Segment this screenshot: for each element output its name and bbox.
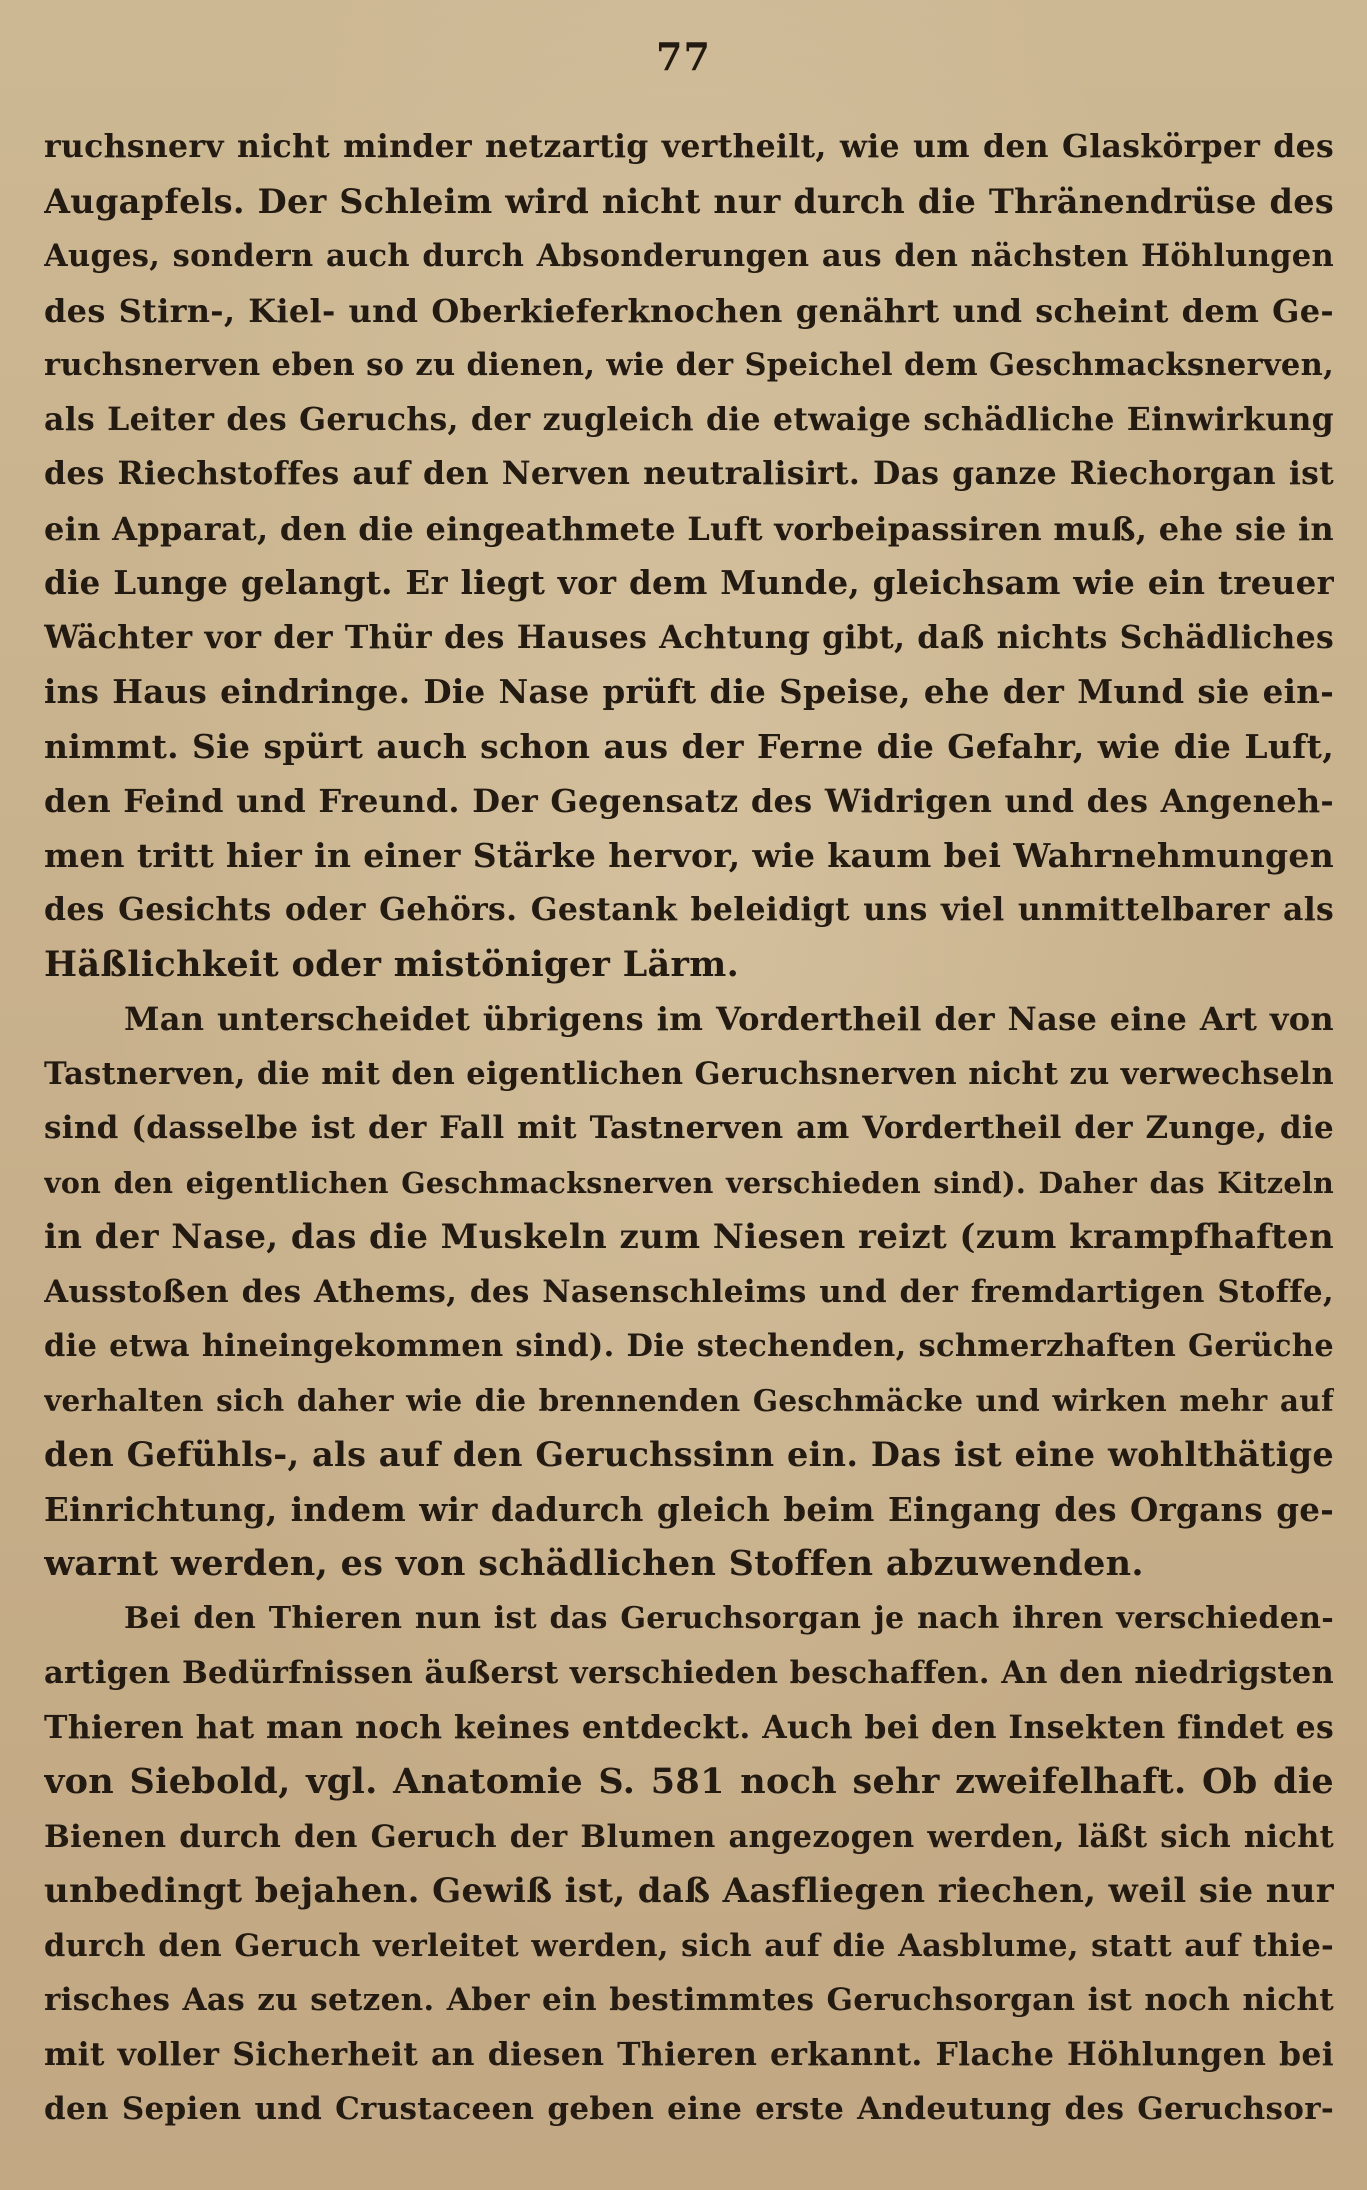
body-text [44, 120, 1334, 2137]
text-line: mit voller Sicherheit an diesen Thieren erkannt. Flache Höhlungen bei [44, 2035, 1334, 2073]
text-line: den Gefühls-, als auf den Geruchssinn ein. Das ist eine wohlthätige [44, 1435, 1334, 1474]
text-line: ruchsnerv nicht minder netzartig vertheilt, wie um den Glaskörper des [44, 128, 1334, 165]
text-line: verhalten sich daher wie die brennenden Geschmäcke und wirken mehr auf [44, 1382, 1334, 1418]
text-line: ruchsnerven eben so zu dienen, wie der Speichel dem Geschmacksnerven, [44, 347, 1334, 383]
text-line: des Gesichts oder Gehörs. Gestank beleidigt uns viel unmittelbarer als [44, 891, 1334, 928]
text-line: Thieren hat man noch keines entdeckt. Auch bei den Insekten findet es [44, 1708, 1334, 1746]
text-line: Auges, sondern auch durch Absonderungen aus den nächsten Höhlungen [44, 238, 1334, 274]
text-line: von den eigentlichen Geschmacksnerven verschieden sind). Daher das Kitzeln [44, 1165, 1334, 1200]
text-line: risches Aas zu setzen. Aber ein bestimmtes Geruchsorgan ist noch nicht [44, 1982, 1334, 2018]
text-line: ein Apparat, den die eingeathmete Luft vorbeipassiren muß, ehe sie in [44, 509, 1334, 548]
text-line: ins Haus eindringe. Die Nase prüft die Speise, ehe der Mund sie ein- [44, 672, 1334, 711]
text-line: unbedingt bejahen. Gewiß ist, daß Aasfliegen riechen, weil sie nur [44, 1871, 1334, 1911]
text-line: Einrichtung, indem wir dadurch gleich beim Eingang des Organs ge- [44, 1489, 1334, 1529]
text-line: durch den Geruch verleitet werden, sich auf die Aasblume, statt auf thie- [44, 1927, 1334, 1964]
text-line: in der Nase, das die Muskeln zum Niesen reizt (zum krampfhaften [44, 1217, 1334, 1257]
text-line: nimmt. Sie spürt auch schon aus der Ferne die Gefahr, wie die Luft, [44, 726, 1334, 766]
text-line: Augapfels. Der Schleim wird nicht nur durch die Thränendrüse des [44, 181, 1334, 221]
text-line: Tastnerven, die mit den eigentlichen Geruchsnerven nicht zu verwechseln [44, 1055, 1334, 1092]
text-line: Wächter vor der Thür des Hauses Achtung gibt, daß nichts Schädliches [44, 618, 1334, 656]
text-line: des Stirn-, Kiel- und Oberkieferknochen genährt und scheint dem Ge- [44, 291, 1334, 330]
text-line: den Feind und Freund. Der Gegensatz des Widrigen und des Angeneh- [44, 782, 1334, 820]
text-line: Bienen durch den Geruch der Blumen angezogen werden, läßt sich nicht [44, 1818, 1334, 1855]
text-line: den Sepien und Crustaceen geben eine erste Andeutung des Geruchsor- [44, 2091, 1334, 2127]
text-line: als Leiter des Geruchs, der zugleich die etwaige schädliche Einwirkung [44, 400, 1334, 438]
text-line: artigen Bedürfnissen äußerst verschieden beschaffen. An den niedrigsten [44, 1655, 1334, 1691]
text-line: die Lunge gelangt. Er liegt vor dem Munde, gleichsam wie ein treuer [44, 563, 1334, 602]
text-line: Bei den Thieren nun ist das Geruchsorgan je nach ihren verschieden- [124, 1600, 1334, 1636]
text-line: des Riechstoffes auf den Nerven neutralisirt. Das ganze Riechorgan ist [44, 455, 1334, 492]
page-number: 77 [656, 34, 711, 79]
text-line: men tritt hier in einer Stärke hervor, wie kaum bei Wahrnehmungen [44, 835, 1334, 875]
text-line: die etwa hineingekommen sind). Die stechenden, schmerzhaften Gerüche [44, 1328, 1334, 1364]
text-line: Man unterscheidet übrigens im Vordertheil der Nase eine Art von [124, 1000, 1334, 1038]
text-line: Häßlichkeit oder mistöniger Lärm. [44, 943, 740, 985]
text-line: von Siebold, vgl. Anatomie S. 581 noch sehr zweifelhaft. Ob die [44, 1761, 1334, 1802]
text-line: sind (dasselbe ist der Fall mit Tastnerven am Vordertheil der Zunge, die [44, 1110, 1334, 1146]
text-line: warnt werden, es von schädlichen Stoffen abzuwenden. [44, 1543, 1144, 1584]
text-line: Ausstoßen des Athems, des Nasenschleims und der fremdartigen Stoffe, [44, 1273, 1334, 1310]
